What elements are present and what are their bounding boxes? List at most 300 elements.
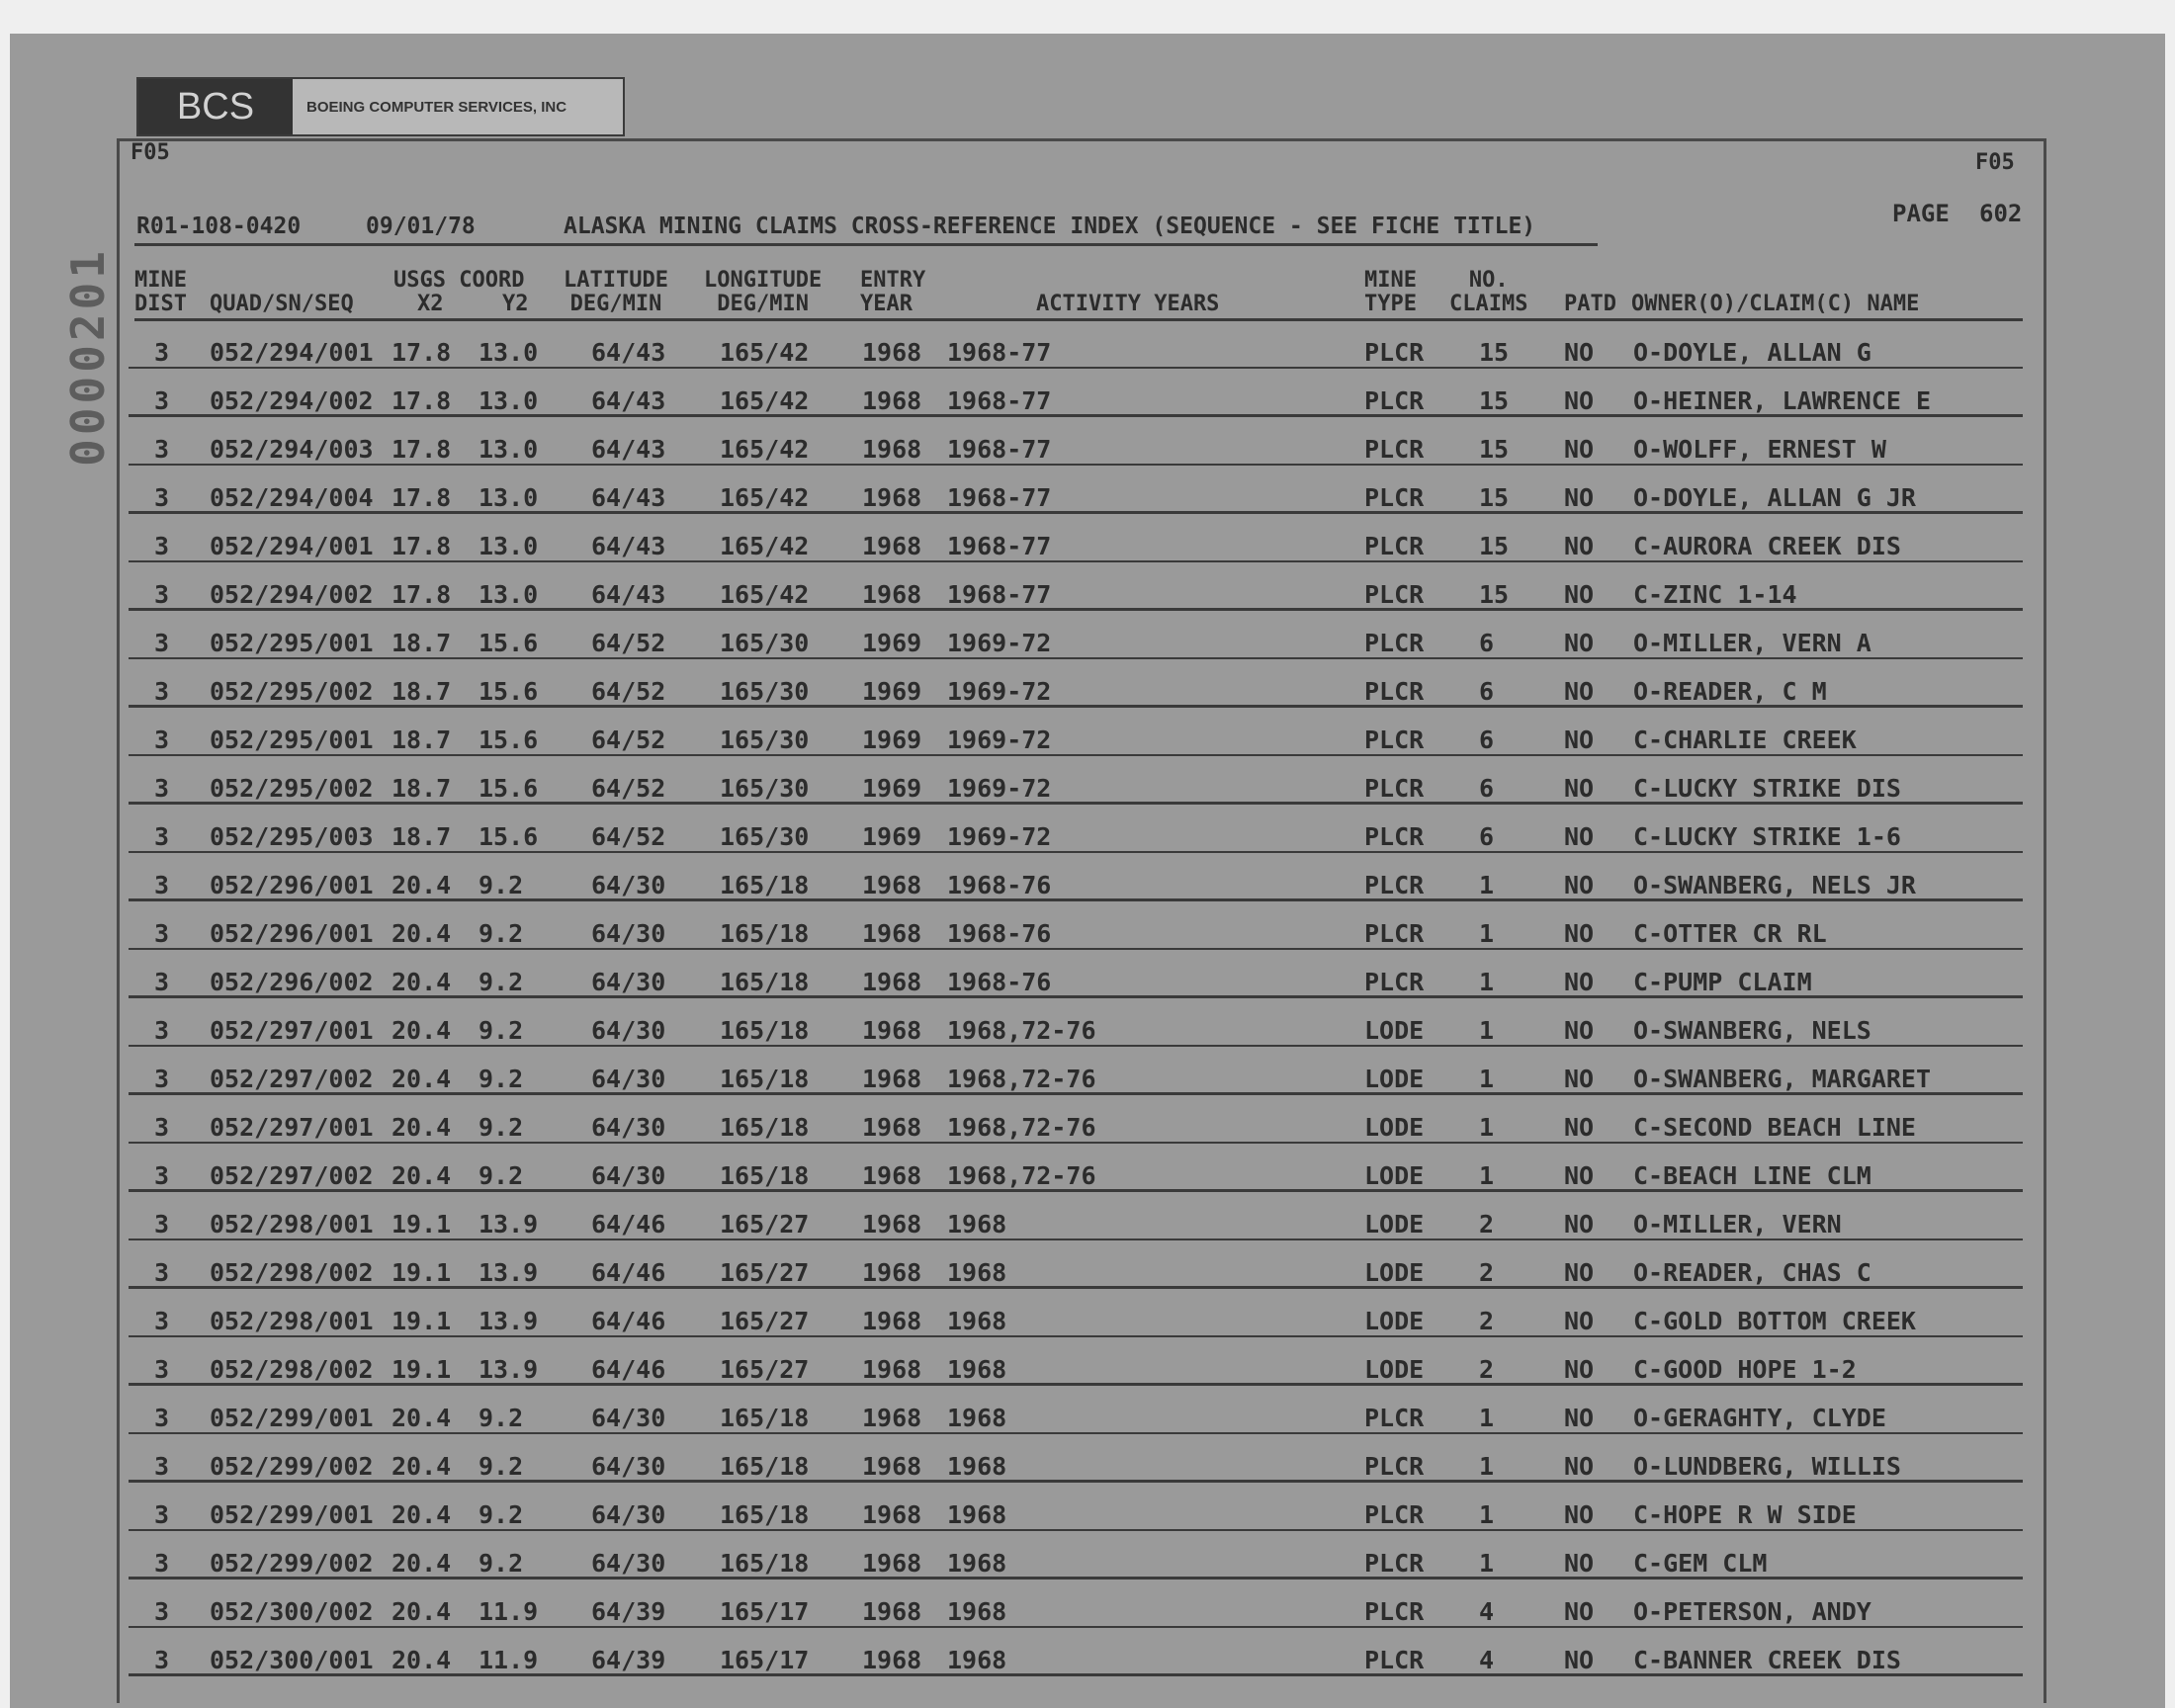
company-logo: BCS	[138, 79, 293, 134]
coord-y-cell: 13.0	[478, 338, 539, 367]
coord-y-cell: 9.2	[478, 919, 524, 948]
quad-cell: 052/294/002	[210, 580, 374, 609]
latitude-cell: 64/46	[591, 1307, 666, 1335]
owner-claim-cell: C-GOLD BOTTOM CREEK	[1633, 1307, 1916, 1335]
longitude-cell: 165/42	[720, 580, 810, 609]
coord-y-cell: 9.2	[478, 968, 524, 996]
activity-years-cell: 1968	[947, 1355, 1007, 1384]
patented-cell: NO	[1564, 1307, 1595, 1335]
mine-dist-cell: 3	[154, 483, 170, 512]
coord-x-cell: 17.8	[392, 532, 452, 560]
table-row	[0, 1057, 2175, 1105]
mine-type-cell: LODE	[1364, 1161, 1425, 1190]
claims-count-cell: 2	[1479, 1210, 1495, 1238]
latitude-cell: 64/52	[591, 774, 666, 803]
quad-cell: 052/300/002	[210, 1597, 374, 1626]
header-rule	[134, 318, 2023, 321]
coord-y-cell: 11.9	[478, 1646, 539, 1674]
latitude-cell: 64/43	[591, 580, 666, 609]
longitude-cell: 165/30	[720, 629, 810, 657]
table-row	[0, 1008, 2175, 1057]
activity-years-cell: 1969-72	[947, 822, 1052, 851]
longitude-cell: 165/18	[720, 1016, 810, 1045]
quad-cell: 052/295/001	[210, 726, 374, 754]
claims-count-cell: 1	[1479, 1161, 1495, 1190]
row-rule	[129, 1480, 2023, 1483]
mine-dist-cell: 3	[154, 580, 170, 609]
mine-type-cell: PLCR	[1364, 871, 1425, 899]
activity-years-cell: 1968	[947, 1404, 1007, 1432]
quad-cell: 052/298/002	[210, 1355, 374, 1384]
claims-count-cell: 15	[1479, 386, 1510, 415]
quad-cell: 052/299/001	[210, 1500, 374, 1529]
coord-x-cell: 20.4	[392, 1016, 452, 1045]
coord-x-cell: 20.4	[392, 1597, 452, 1626]
claims-count-cell: 6	[1479, 774, 1495, 803]
longitude-cell: 165/30	[720, 822, 810, 851]
claims-count-cell: 2	[1479, 1355, 1495, 1384]
coord-x-cell: 19.1	[392, 1307, 452, 1335]
longitude-cell: 165/42	[720, 435, 810, 464]
owner-claim-cell: C-BEACH LINE CLM	[1633, 1161, 1871, 1190]
owner-claim-cell: C-AURORA CREEK DIS	[1633, 532, 1901, 560]
claims-count-cell: 1	[1479, 1065, 1495, 1093]
company-header	[136, 77, 625, 136]
claims-count-cell: 6	[1479, 726, 1495, 754]
activity-years-cell: 1968-76	[947, 871, 1052, 899]
row-rule	[129, 1045, 2023, 1047]
patented-cell: NO	[1564, 968, 1595, 996]
activity-years-cell: 1969-72	[947, 677, 1052, 706]
mine-type-cell: PLCR	[1364, 919, 1425, 948]
row-rule	[129, 1335, 2023, 1337]
claims-count-cell: 1	[1479, 1016, 1495, 1045]
mine-type-cell: LODE	[1364, 1065, 1425, 1093]
table-row	[0, 1493, 2175, 1541]
longitude-cell: 165/18	[720, 871, 810, 899]
table-row	[0, 766, 2175, 814]
mine-dist-cell: 3	[154, 774, 170, 803]
mine-dist-cell: 3	[154, 532, 170, 560]
activity-years-cell: 1969-72	[947, 726, 1052, 754]
coord-y-cell: 13.9	[478, 1307, 539, 1335]
patented-cell: NO	[1564, 1210, 1595, 1238]
entry-year-cell: 1968	[862, 1016, 922, 1045]
row-rule	[129, 1383, 2023, 1386]
report-title-line	[134, 214, 1598, 246]
table-row	[0, 1153, 2175, 1202]
mine-type-cell: PLCR	[1364, 774, 1425, 803]
activity-years-cell: 1968	[947, 1597, 1007, 1626]
entry-year-cell: 1968	[862, 1161, 922, 1190]
table-row	[0, 1589, 2175, 1638]
activity-years-cell: 1968	[947, 1307, 1007, 1335]
activity-years-cell: 1968-77	[947, 435, 1052, 464]
quad-cell: 052/299/001	[210, 1404, 374, 1432]
fiche-code-left: F05	[130, 140, 170, 165]
row-rule	[129, 1673, 2023, 1676]
longitude-cell: 165/42	[720, 338, 810, 367]
coord-y-cell: 15.6	[478, 822, 539, 851]
table-row	[0, 1638, 2175, 1686]
entry-year-cell: 1969	[862, 822, 922, 851]
entry-year-cell: 1969	[862, 726, 922, 754]
mine-dist-cell: 3	[154, 1258, 170, 1287]
quad-cell: 052/297/002	[210, 1161, 374, 1190]
latitude-cell: 64/30	[591, 968, 666, 996]
entry-year-cell: 1968	[862, 435, 922, 464]
coord-x-cell: 20.4	[392, 968, 452, 996]
mine-dist-cell: 3	[154, 1404, 170, 1432]
longitude-cell: 165/18	[720, 1161, 810, 1190]
entry-year-cell: 1968	[862, 1307, 922, 1335]
latitude-cell: 64/30	[591, 1404, 666, 1432]
entry-year-cell: 1968	[862, 1452, 922, 1481]
patented-cell: NO	[1564, 1500, 1595, 1529]
latitude-cell: 64/46	[591, 1258, 666, 1287]
table-row	[0, 814, 2175, 863]
owner-claim-cell: C-GOOD HOPE 1-2	[1633, 1355, 1857, 1384]
activity-years-cell: 1968,72-76	[947, 1161, 1096, 1190]
coord-y-cell: 13.9	[478, 1210, 539, 1238]
entry-year-cell: 1968	[862, 338, 922, 367]
entry-year-cell: 1968	[862, 1404, 922, 1432]
coord-x-cell: 18.7	[392, 822, 452, 851]
entry-year-cell: 1968	[862, 1113, 922, 1142]
row-rule	[129, 1626, 2023, 1628]
coord-x-cell: 17.8	[392, 386, 452, 415]
quad-cell: 052/295/001	[210, 629, 374, 657]
mine-type-cell: PLCR	[1364, 1646, 1425, 1674]
row-rule	[129, 1529, 2023, 1531]
latitude-cell: 64/43	[591, 435, 666, 464]
table-row	[0, 960, 2175, 1008]
header-usgs: USGS COORD	[393, 268, 525, 293]
mine-type-cell: PLCR	[1364, 580, 1425, 609]
claims-count-cell: 1	[1479, 1404, 1495, 1432]
table-row	[0, 427, 2175, 475]
patented-cell: NO	[1564, 677, 1595, 706]
entry-year-cell: 1968	[862, 968, 922, 996]
longitude-cell: 165/18	[720, 1500, 810, 1529]
latitude-cell: 64/46	[591, 1355, 666, 1384]
claims-count-cell: 6	[1479, 629, 1495, 657]
row-rule	[129, 1432, 2023, 1434]
mine-dist-cell: 3	[154, 919, 170, 948]
coord-y-cell: 9.2	[478, 1404, 524, 1432]
claims-count-cell: 15	[1479, 580, 1510, 609]
header-mine-type: MINE TYPE	[1364, 268, 1417, 316]
activity-years-cell: 1968,72-76	[947, 1065, 1096, 1093]
quad-cell: 052/295/003	[210, 822, 374, 851]
header-latitude: LATITUDE DEG/MIN	[564, 268, 668, 316]
coord-x-cell: 18.7	[392, 677, 452, 706]
entry-year-cell: 1968	[862, 871, 922, 899]
claims-count-cell: 1	[1479, 919, 1495, 948]
patented-cell: NO	[1564, 1258, 1595, 1287]
longitude-cell: 165/30	[720, 726, 810, 754]
owner-claim-cell: C-ZINC 1-14	[1633, 580, 1797, 609]
patented-cell: NO	[1564, 338, 1595, 367]
activity-years-cell: 1969-72	[947, 629, 1052, 657]
activity-years-cell: 1968,72-76	[947, 1113, 1096, 1142]
owner-claim-cell: O-MILLER, VERN A	[1633, 629, 1871, 657]
coord-y-cell: 15.6	[478, 726, 539, 754]
coord-x-cell: 20.4	[392, 1549, 452, 1578]
entry-year-cell: 1968	[862, 1210, 922, 1238]
quad-cell: 052/294/004	[210, 483, 374, 512]
latitude-cell: 64/30	[591, 919, 666, 948]
latitude-cell: 64/43	[591, 483, 666, 512]
table-row	[0, 1541, 2175, 1589]
mine-type-cell: PLCR	[1364, 1404, 1425, 1432]
longitude-cell: 165/27	[720, 1258, 810, 1287]
claims-count-cell: 1	[1479, 1549, 1495, 1578]
mine-type-cell: PLCR	[1364, 1452, 1425, 1481]
latitude-cell: 64/30	[591, 1549, 666, 1578]
claims-count-cell: 1	[1479, 871, 1495, 899]
table-row	[0, 1347, 2175, 1396]
mine-type-cell: PLCR	[1364, 677, 1425, 706]
owner-claim-cell: O-READER, C M	[1633, 677, 1827, 706]
coord-x-cell: 20.4	[392, 1646, 452, 1674]
mine-type-cell: PLCR	[1364, 1549, 1425, 1578]
coord-x-cell: 17.8	[392, 580, 452, 609]
header-owner: OWNER(O)/CLAIM(C) NAME	[1631, 292, 1920, 316]
quad-cell: 052/298/001	[210, 1307, 374, 1335]
latitude-cell: 64/52	[591, 726, 666, 754]
mine-dist-cell: 3	[154, 1549, 170, 1578]
mine-dist-cell: 3	[154, 1113, 170, 1142]
entry-year-cell: 1968	[862, 1646, 922, 1674]
header-patd: PATD	[1564, 292, 1616, 316]
latitude-cell: 64/30	[591, 1065, 666, 1093]
coord-x-cell: 20.4	[392, 1113, 452, 1142]
mine-dist-cell: 3	[154, 1646, 170, 1674]
mine-type-cell: PLCR	[1364, 1597, 1425, 1626]
owner-claim-cell: O-DOYLE, ALLAN G JR	[1633, 483, 1916, 512]
claims-count-cell: 15	[1479, 338, 1510, 367]
activity-years-cell: 1968-77	[947, 386, 1052, 415]
coord-x-cell: 17.8	[392, 483, 452, 512]
mine-dist-cell: 3	[154, 1500, 170, 1529]
coord-y-cell: 9.2	[478, 1113, 524, 1142]
mine-type-cell: PLCR	[1364, 726, 1425, 754]
longitude-cell: 165/18	[720, 1065, 810, 1093]
longitude-cell: 165/30	[720, 774, 810, 803]
coord-y-cell: 9.2	[478, 1065, 524, 1093]
claims-count-cell: 2	[1479, 1258, 1495, 1287]
table-row	[0, 1396, 2175, 1444]
row-rule	[129, 1142, 2023, 1144]
row-rule	[129, 367, 2023, 369]
quad-cell: 052/296/001	[210, 871, 374, 899]
report-id: R01-108-0420	[136, 214, 302, 239]
quad-cell: 052/297/001	[210, 1113, 374, 1142]
row-rule	[129, 898, 2023, 901]
coord-x-cell: 18.7	[392, 726, 452, 754]
mine-dist-cell: 3	[154, 1065, 170, 1093]
header-x2: X2	[417, 292, 444, 316]
owner-claim-cell: C-BANNER CREEK DIS	[1633, 1646, 1901, 1674]
table-row	[0, 1202, 2175, 1250]
latitude-cell: 64/30	[591, 1161, 666, 1190]
activity-years-cell: 1969-72	[947, 774, 1052, 803]
coord-x-cell: 17.8	[392, 435, 452, 464]
patented-cell: NO	[1564, 822, 1595, 851]
latitude-cell: 64/39	[591, 1597, 666, 1626]
mine-dist-cell: 3	[154, 677, 170, 706]
quad-cell: 052/294/001	[210, 338, 374, 367]
page-label: PAGE	[1892, 200, 1950, 227]
activity-years-cell: 1968-77	[947, 580, 1052, 609]
entry-year-cell: 1969	[862, 629, 922, 657]
row-rule	[129, 851, 2023, 853]
mine-dist-cell: 3	[154, 1016, 170, 1045]
patented-cell: NO	[1564, 1161, 1595, 1190]
entry-year-cell: 1968	[862, 1258, 922, 1287]
mine-type-cell: PLCR	[1364, 968, 1425, 996]
owner-claim-cell: O-READER, CHAS C	[1633, 1258, 1871, 1287]
mine-dist-cell: 3	[154, 629, 170, 657]
entry-year-cell: 1968	[862, 919, 922, 948]
row-rule	[129, 1577, 2023, 1580]
report-date: 09/01/78	[366, 214, 476, 239]
entry-year-cell: 1968	[862, 1065, 922, 1093]
quad-cell: 052/299/002	[210, 1452, 374, 1481]
latitude-cell: 64/30	[591, 1452, 666, 1481]
table-row	[0, 669, 2175, 718]
activity-years-cell: 1968-77	[947, 532, 1052, 560]
header-no-claims: NO. CLAIMS	[1449, 268, 1528, 316]
coord-y-cell: 13.0	[478, 483, 539, 512]
quad-cell: 052/299/002	[210, 1549, 374, 1578]
latitude-cell: 64/43	[591, 338, 666, 367]
mine-type-cell: PLCR	[1364, 532, 1425, 560]
coord-y-cell: 15.6	[478, 774, 539, 803]
mine-dist-cell: 3	[154, 1597, 170, 1626]
owner-claim-cell: C-GEM CLM	[1633, 1549, 1768, 1578]
activity-years-cell: 1968	[947, 1549, 1007, 1578]
quad-cell: 052/300/001	[210, 1646, 374, 1674]
coord-y-cell: 9.2	[478, 1016, 524, 1045]
latitude-cell: 64/43	[591, 386, 666, 415]
patented-cell: NO	[1564, 774, 1595, 803]
row-rule	[129, 948, 2023, 950]
quad-cell: 052/295/002	[210, 774, 374, 803]
patented-cell: NO	[1564, 1404, 1595, 1432]
mine-type-cell: LODE	[1364, 1113, 1425, 1142]
coord-x-cell: 20.4	[392, 1404, 452, 1432]
coord-x-cell: 20.4	[392, 1500, 452, 1529]
quad-cell: 052/295/002	[210, 677, 374, 706]
activity-years-cell: 1968,72-76	[947, 1016, 1096, 1045]
quad-cell: 052/294/001	[210, 532, 374, 560]
row-rule	[129, 511, 2023, 514]
header-longitude: LONGITUDE DEG/MIN	[704, 268, 823, 316]
patented-cell: NO	[1564, 532, 1595, 560]
mine-type-cell: PLCR	[1364, 338, 1425, 367]
longitude-cell: 165/18	[720, 1404, 810, 1432]
latitude-cell: 64/52	[591, 677, 666, 706]
claims-count-cell: 4	[1479, 1646, 1495, 1674]
mine-dist-cell: 3	[154, 1355, 170, 1384]
activity-years-cell: 1968	[947, 1210, 1007, 1238]
mine-type-cell: PLCR	[1364, 822, 1425, 851]
activity-years-cell: 1968-77	[947, 483, 1052, 512]
activity-years-cell: 1968	[947, 1500, 1007, 1529]
coord-x-cell: 18.7	[392, 774, 452, 803]
quad-cell: 052/294/003	[210, 435, 374, 464]
owner-claim-cell: O-MILLER, VERN	[1633, 1210, 1842, 1238]
mine-dist-cell: 3	[154, 968, 170, 996]
latitude-cell: 64/46	[591, 1210, 666, 1238]
longitude-cell: 165/18	[720, 1452, 810, 1481]
latitude-cell: 64/30	[591, 1500, 666, 1529]
owner-claim-cell: O-GERAGHTY, CLYDE	[1633, 1404, 1886, 1432]
table-row	[0, 1444, 2175, 1493]
mine-dist-cell: 3	[154, 435, 170, 464]
longitude-cell: 165/17	[720, 1597, 810, 1626]
patented-cell: NO	[1564, 1016, 1595, 1045]
report-title: ALASKA MINING CLAIMS CROSS-REFERENCE INDEX (SEQUENCE - SEE FICHE TITLE)	[564, 214, 1536, 239]
coord-y-cell: 9.2	[478, 1549, 524, 1578]
row-rule	[129, 1092, 2023, 1095]
owner-claim-cell: C-HOPE R W SIDE	[1633, 1500, 1857, 1529]
mine-dist-cell: 3	[154, 1210, 170, 1238]
entry-year-cell: 1969	[862, 677, 922, 706]
owner-claim-cell: O-HEINER, LAWRENCE E	[1633, 386, 1932, 415]
quad-cell: 052/297/002	[210, 1065, 374, 1093]
longitude-cell: 165/27	[720, 1355, 810, 1384]
entry-year-cell: 1968	[862, 1597, 922, 1626]
mine-dist-cell: 3	[154, 1161, 170, 1190]
coord-y-cell: 9.2	[478, 1161, 524, 1190]
table-row	[0, 475, 2175, 524]
latitude-cell: 64/39	[591, 1646, 666, 1674]
coord-y-cell: 13.9	[478, 1355, 539, 1384]
table-row	[0, 1105, 2175, 1153]
claims-count-cell: 15	[1479, 532, 1510, 560]
coord-x-cell: 19.1	[392, 1258, 452, 1287]
mine-type-cell: PLCR	[1364, 435, 1425, 464]
row-rule	[129, 1286, 2023, 1289]
entry-year-cell: 1968	[862, 483, 922, 512]
entry-year-cell: 1968	[862, 580, 922, 609]
quad-cell: 052/296/002	[210, 968, 374, 996]
patented-cell: NO	[1564, 1113, 1595, 1142]
row-rule	[129, 464, 2023, 466]
coord-y-cell: 15.6	[478, 629, 539, 657]
patented-cell: NO	[1564, 435, 1595, 464]
row-rule	[129, 1189, 2023, 1192]
table-row	[0, 718, 2175, 766]
table-row	[0, 621, 2175, 669]
mine-type-cell: LODE	[1364, 1210, 1425, 1238]
longitude-cell: 165/42	[720, 386, 810, 415]
mine-dist-cell: 3	[154, 822, 170, 851]
coord-x-cell: 20.4	[392, 1161, 452, 1190]
coord-y-cell: 11.9	[478, 1597, 539, 1626]
mine-type-cell: LODE	[1364, 1307, 1425, 1335]
company-name: BOEING COMPUTER SERVICES, INC	[306, 98, 567, 116]
latitude-cell: 64/52	[591, 822, 666, 851]
mine-dist-cell: 3	[154, 338, 170, 367]
row-rule	[129, 1238, 2023, 1240]
patented-cell: NO	[1564, 1065, 1595, 1093]
coord-y-cell: 13.0	[478, 532, 539, 560]
table-row	[0, 1299, 2175, 1347]
